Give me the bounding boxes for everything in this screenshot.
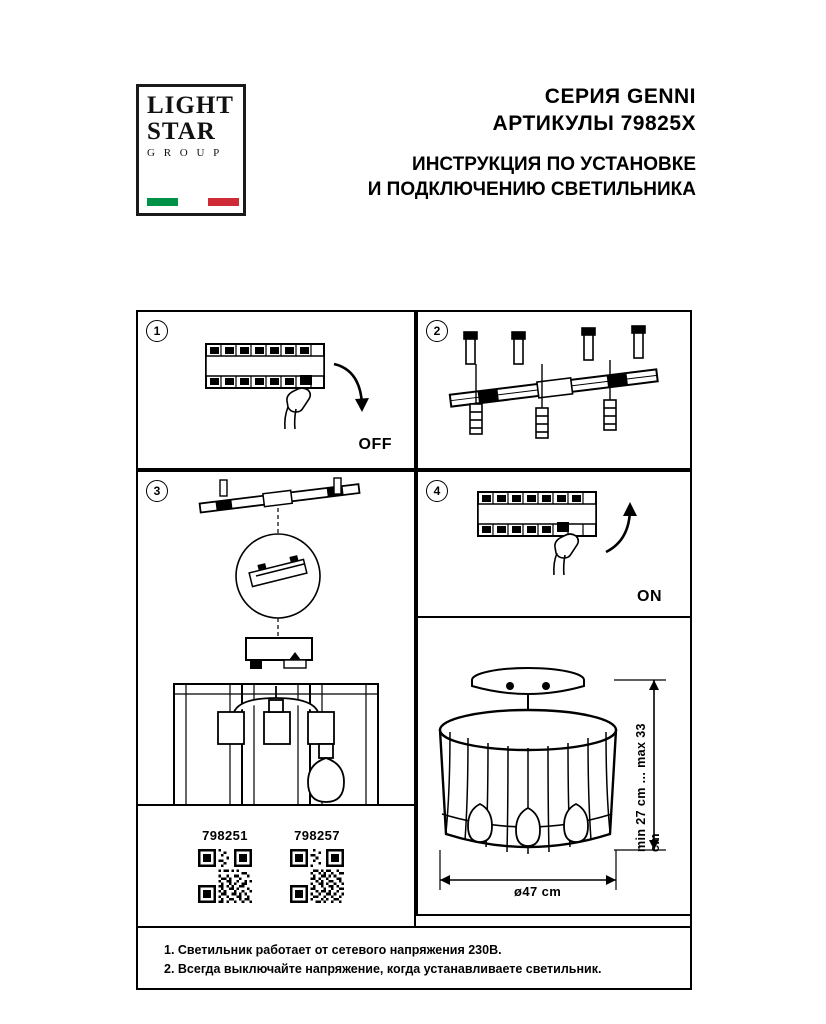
step-1-cell	[136, 310, 416, 470]
brand-logo	[136, 84, 246, 216]
qr-code-label: 798251	[202, 828, 248, 843]
step-1-label: OFF	[358, 436, 392, 453]
brand-line-1: LIGHT	[147, 92, 234, 119]
note-line-1: 1. Светильник работает от сетевого напряжения 230В.	[164, 943, 502, 957]
note-line-2: 2. Всегда выключайте напряжение, когда устанавливаете светильник.	[164, 962, 602, 976]
instruction-title-line-2: И ПОДКЛЮЧЕНИЮ СВЕТИЛЬНИКА	[367, 179, 696, 200]
step-2-cell	[416, 310, 692, 470]
step-1-number: 1	[146, 320, 168, 342]
step-3-number: 3	[146, 480, 168, 502]
notes-cell	[136, 926, 692, 990]
brand-group-label: G R O U P	[147, 147, 223, 159]
series-title: СЕРИЯ GENNI	[544, 85, 696, 108]
step-4-cell	[416, 470, 692, 618]
article-title: АРТИКУЛЫ 79825X	[492, 112, 696, 135]
qr-code-label: 798257	[294, 828, 340, 843]
title-block	[256, 84, 696, 202]
diameter-dimension-label: ø47 cm	[514, 884, 562, 899]
italian-flag-icon	[147, 198, 239, 206]
qr-item	[198, 828, 252, 903]
header	[136, 84, 696, 224]
qr-code-image	[198, 849, 252, 903]
step-4-number: 4	[426, 480, 448, 502]
diagram-frame	[136, 310, 692, 990]
instruction-title-line-1: ИНСТРУКЦИЯ ПО УСТАНОВКЕ	[412, 154, 696, 175]
qr-code-image	[290, 849, 344, 903]
step-2-number: 2	[426, 320, 448, 342]
step-3-cell	[136, 470, 416, 806]
qr-cell	[136, 804, 416, 928]
step-2-illustration	[418, 312, 690, 468]
step-4-label: ON	[637, 588, 662, 605]
product-drawing-cell	[416, 616, 692, 916]
height-dimension-label: min 27 cm ... max 33 cm	[634, 723, 662, 852]
qr-item	[290, 828, 344, 903]
brand-line-2: STAR	[147, 118, 216, 145]
step-3-illustration	[138, 472, 414, 804]
